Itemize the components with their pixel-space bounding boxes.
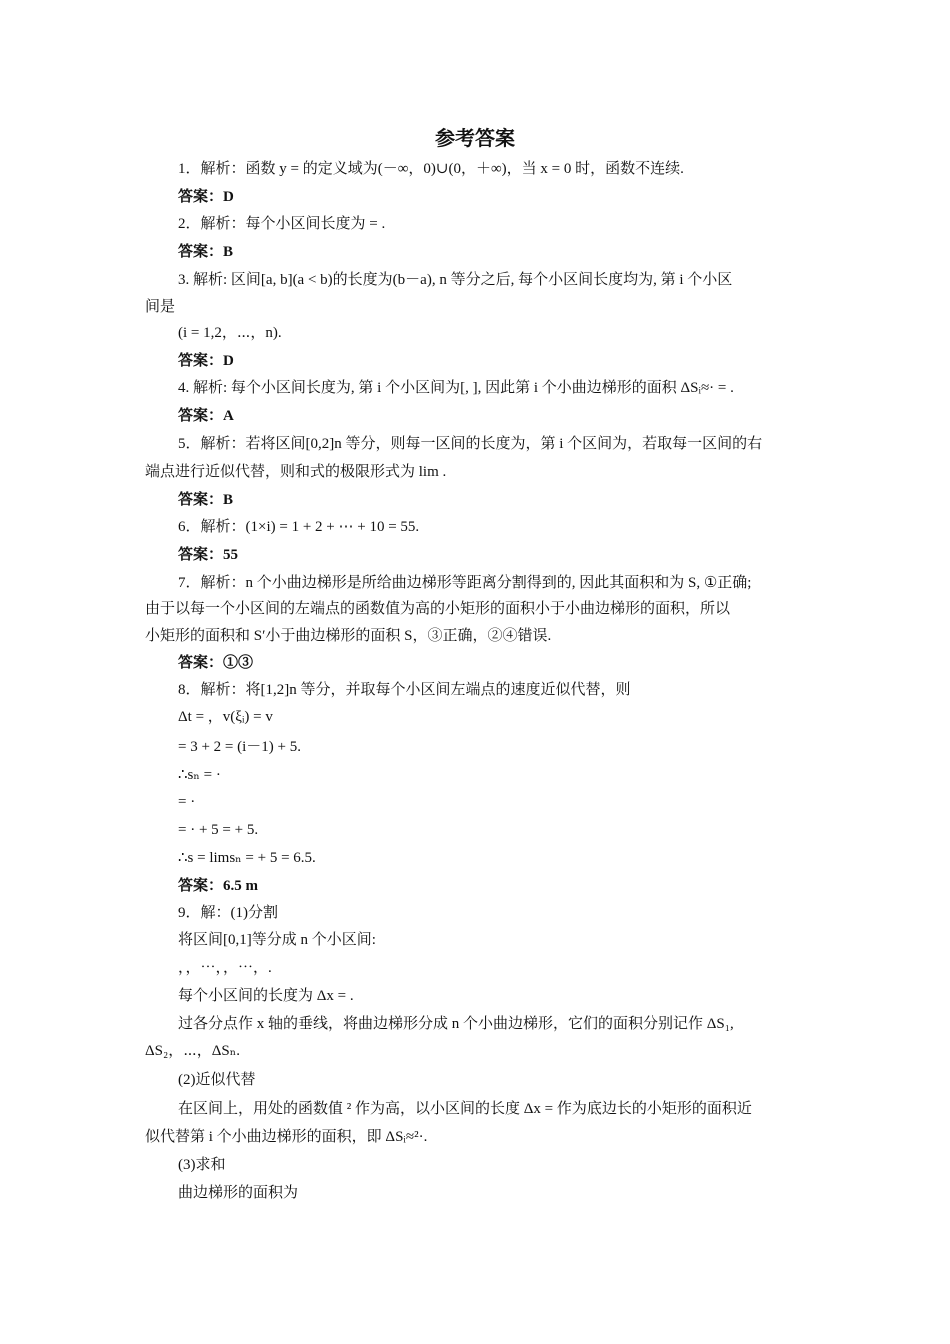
answer-line: = 3 + 2 = (i－1) + 5. [178,739,301,755]
answer-line: 答案：B [178,244,234,260]
answer-line: 7．解析：n 个小曲边梯形是所给曲边梯形等距离分割得到的, 因此其面积和为 S, ①正确; [178,575,752,591]
answer-line: 2．解析：每个小区间长度为 = . [178,216,386,232]
answer-line: = · [178,794,196,810]
answer-line: 答案：①③ [178,655,254,671]
answer-line: 曲边梯形的面积为 [178,1185,299,1201]
answer-line: (i = 1,2，⋯，n). [178,325,282,341]
answer-line: 过各分点作 x 轴的垂线，将曲边梯形分成 n 个小曲边梯形，它们的面积分别记作 ΔS₁, [178,1016,734,1032]
answer-line: 答案：D [178,353,234,369]
answer-line: 1．解析：函数 y = 的定义域为(－∞，0)∪(0，＋∞)，当 x = 0 时，函数不连续. [178,161,684,177]
answer-line: ∴sₙ = · [178,767,221,783]
answer-line: 8．解析：将[1,2]n 等分，并取每个小区间左端点的速度近似代替，则 [178,682,631,698]
answer-line: ∴s = limsₙ = + 5 = 6.5. [178,850,316,866]
answer-line: = · + 5 = + 5. [178,822,259,838]
answer-line: 端点进行近似代替，则和式的极限形式为 lim . [145,464,447,480]
answer-line: 将区间[0,1]等分成 n 个小区间: [178,932,376,948]
answer-line: ，，⋯，，⋯，. [178,960,272,976]
page-title: 参考答案 [435,126,515,150]
answer-line: 答案：B [178,492,234,508]
answer-line: 5．解析：若将区间[0,2]n 等分，则每一区间的长度为，第 i 个区间为，若取每一区间的右 [178,436,763,452]
answer-line: 答案：55 [178,547,239,563]
answer-line: Δt = ，v(ξᵢ) = v [178,709,273,725]
answer-line: 答案：A [178,408,234,424]
answer-line: 4. 解析: 每个小区间长度为, 第 i 个小区间为[, ], 因此第 i 个小曲边梯形的面积 ΔSᵢ≈· = . [178,380,734,396]
answer-line: (2)近似代替 [178,1072,256,1088]
answer-line: 6．解析：(1×i) = 1 + 2 + ⋯ + 10 = 55. [178,519,420,535]
answer-line: 答案：D [178,189,234,205]
answer-line: 9．解：(1)分割 [178,905,278,921]
answer-line: ΔS₂，⋯，ΔSₙ. [145,1043,240,1059]
answer-line: 3. 解析: 区间[a, b](a < b)的长度为(b－a), n 等分之后, 每个小区间长度均为, 第 i 个小区 [178,272,733,288]
answer-line: 在区间上，用处的函数值 ² 作为高，以小区间的长度 Δx = 作为底边长的小矩形的面积近 [178,1101,752,1117]
answer-line: 似代替第 i 个小曲边梯形的面积，即 ΔSᵢ≈²·. [145,1129,428,1145]
answer-line: 答案：6.5 m [178,878,258,894]
answer-line: 每个小区间的长度为 Δx = . [178,988,354,1004]
answer-line: 小矩形的面积和 S′小于曲边梯形的面积 S，③正确，②④错误. [145,628,552,644]
answer-line: 间是 [145,299,176,315]
answer-line: (3)求和 [178,1157,226,1173]
answer-line: 由于以每一个小区间的左端点的函数值为高的小矩形的面积小于小曲边梯形的面积，所以 [145,601,731,617]
